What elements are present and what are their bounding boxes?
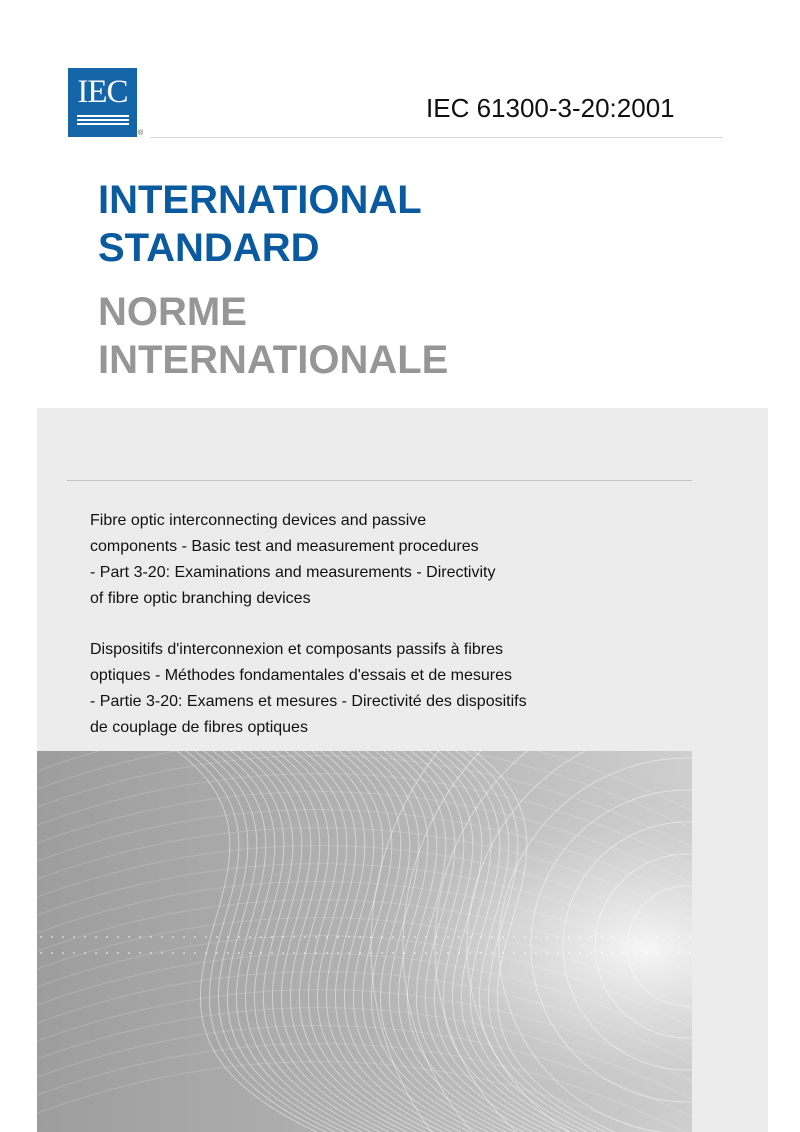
dot-pattern <box>172 936 174 938</box>
header-divider <box>150 137 723 138</box>
dot-pattern <box>194 952 196 954</box>
dot-pattern <box>315 952 317 954</box>
dot-pattern <box>381 936 383 938</box>
title-english <box>98 176 422 272</box>
dot-pattern <box>590 936 592 938</box>
dot-pattern <box>579 936 581 938</box>
dot-pattern <box>689 936 691 938</box>
dot-pattern <box>634 936 636 938</box>
dot-pattern <box>557 936 559 938</box>
dot-pattern <box>568 936 570 938</box>
description-english: Fibre optic interconnecting devices and passive components - Basic test and measurement procedures - Part 3-20: Examinations and measurements - Directivity of fibre optic branching devices <box>90 512 496 607</box>
dot-pattern <box>524 952 526 954</box>
dot-pattern <box>293 952 295 954</box>
dot-pattern <box>238 936 240 938</box>
dot-pattern <box>326 952 328 954</box>
dot-pattern <box>612 936 614 938</box>
dot-pattern <box>546 952 548 954</box>
dot-pattern <box>612 952 614 954</box>
cover-artwork <box>37 751 692 1132</box>
dot-pattern <box>414 952 416 954</box>
dot-pattern <box>502 952 504 954</box>
title-english-line1: INTERNATIONAL <box>98 178 422 222</box>
dot-pattern <box>95 952 97 954</box>
dot-pattern <box>172 952 174 954</box>
dot-pattern <box>436 936 438 938</box>
dot-pattern <box>205 952 207 954</box>
dot-pattern <box>304 952 306 954</box>
dot-pattern <box>106 952 108 954</box>
dot-pattern <box>139 952 141 954</box>
dot-pattern <box>425 952 427 954</box>
dot-pattern <box>150 936 152 938</box>
dot-pattern <box>601 936 603 938</box>
dot-pattern <box>359 952 361 954</box>
dot-pattern <box>392 952 394 954</box>
title-english-line2: STANDARD <box>98 226 320 270</box>
dot-pattern <box>689 952 691 954</box>
dot-pattern <box>645 952 647 954</box>
dot-pattern <box>271 936 273 938</box>
dot-pattern <box>216 952 218 954</box>
dot-pattern <box>260 936 262 938</box>
dot-pattern <box>205 936 207 938</box>
description-french: Dispositifs d'interconnexion et composants passifs à fibres optiques - Méthodes fondamentales d'essais et de mesures - Partie 3-20: Examens et mesures - Directivité des dispositifs de couplage de fibres optiques <box>90 641 527 736</box>
standard-number: IEC 61300-3-20:2001 <box>426 93 675 123</box>
dot-pattern <box>51 952 53 954</box>
dot-pattern <box>84 952 86 954</box>
title-french-line1: NORME <box>98 290 247 334</box>
dot-pattern <box>183 952 185 954</box>
fibre-swirl-graphic <box>37 751 692 1132</box>
dot-pattern <box>634 952 636 954</box>
dot-pattern <box>535 936 537 938</box>
dot-pattern <box>40 936 42 938</box>
dot-pattern <box>392 936 394 938</box>
dot-pattern <box>150 952 152 954</box>
dot-pattern <box>447 952 449 954</box>
dot-pattern <box>667 952 669 954</box>
dot-pattern <box>183 936 185 938</box>
dot-pattern <box>414 936 416 938</box>
dot-pattern <box>436 952 438 954</box>
dot-pattern <box>546 936 548 938</box>
dot-pattern <box>337 936 339 938</box>
dot-pattern <box>447 936 449 938</box>
dot-pattern <box>238 952 240 954</box>
dot-pattern <box>161 952 163 954</box>
dot-pattern <box>469 936 471 938</box>
dot-pattern <box>678 952 680 954</box>
dot-pattern <box>535 952 537 954</box>
logo-lines <box>77 115 129 127</box>
dot-pattern <box>304 936 306 938</box>
dot-pattern <box>249 952 251 954</box>
dot-pattern <box>601 952 603 954</box>
dot-pattern <box>161 936 163 938</box>
dot-pattern <box>249 936 251 938</box>
dot-pattern <box>590 952 592 954</box>
dot-pattern <box>326 936 328 938</box>
dot-pattern <box>40 952 42 954</box>
dot-pattern <box>348 936 350 938</box>
dot-pattern <box>315 936 317 938</box>
dot-pattern <box>480 936 482 938</box>
dot-pattern <box>117 952 119 954</box>
dot-pattern <box>227 952 229 954</box>
dot-pattern <box>282 952 284 954</box>
dot-pattern <box>293 936 295 938</box>
dot-pattern <box>381 952 383 954</box>
dot-pattern <box>282 936 284 938</box>
dot-pattern <box>656 952 658 954</box>
dot-pattern <box>524 936 526 938</box>
dot-pattern <box>458 936 460 938</box>
dot-pattern <box>579 952 581 954</box>
dot-pattern <box>139 936 141 938</box>
dot-pattern <box>194 936 196 938</box>
dot-pattern <box>117 936 119 938</box>
dot-pattern <box>403 936 405 938</box>
dot-pattern <box>678 936 680 938</box>
dot-pattern <box>513 952 515 954</box>
dot-pattern <box>502 936 504 938</box>
dot-pattern <box>425 936 427 938</box>
registered-mark: ® <box>138 130 144 137</box>
dot-pattern <box>667 936 669 938</box>
dot-pattern <box>568 952 570 954</box>
dot-pattern <box>128 936 130 938</box>
dot-pattern <box>51 936 53 938</box>
dot-pattern <box>491 952 493 954</box>
dot-pattern <box>469 952 471 954</box>
dot-pattern <box>216 936 218 938</box>
dot-pattern <box>95 936 97 938</box>
dot-pattern <box>359 936 361 938</box>
dot-pattern <box>623 952 625 954</box>
dot-pattern <box>480 952 482 954</box>
dot-pattern <box>348 952 350 954</box>
dot-pattern <box>73 952 75 954</box>
dot-pattern <box>62 952 64 954</box>
dot-pattern <box>128 952 130 954</box>
dot-pattern <box>656 936 658 938</box>
dot-pattern <box>62 936 64 938</box>
title-french-line2: INTERNATIONALE <box>98 338 449 382</box>
title-french <box>98 288 448 384</box>
dot-pattern <box>271 952 273 954</box>
dot-pattern <box>370 952 372 954</box>
iec-logo <box>68 68 137 137</box>
dot-pattern <box>403 952 405 954</box>
dot-pattern <box>370 936 372 938</box>
dot-pattern <box>458 952 460 954</box>
dot-pattern <box>84 936 86 938</box>
dot-pattern <box>645 936 647 938</box>
dot-pattern <box>491 936 493 938</box>
dot-pattern <box>260 952 262 954</box>
dot-pattern <box>337 952 339 954</box>
dot-pattern <box>73 936 75 938</box>
dot-pattern <box>227 936 229 938</box>
dot-pattern <box>513 936 515 938</box>
panel-divider <box>67 480 692 481</box>
dot-pattern <box>623 936 625 938</box>
dot-pattern <box>557 952 559 954</box>
iec-logo-text: IEC <box>77 74 128 110</box>
dot-pattern <box>106 936 108 938</box>
